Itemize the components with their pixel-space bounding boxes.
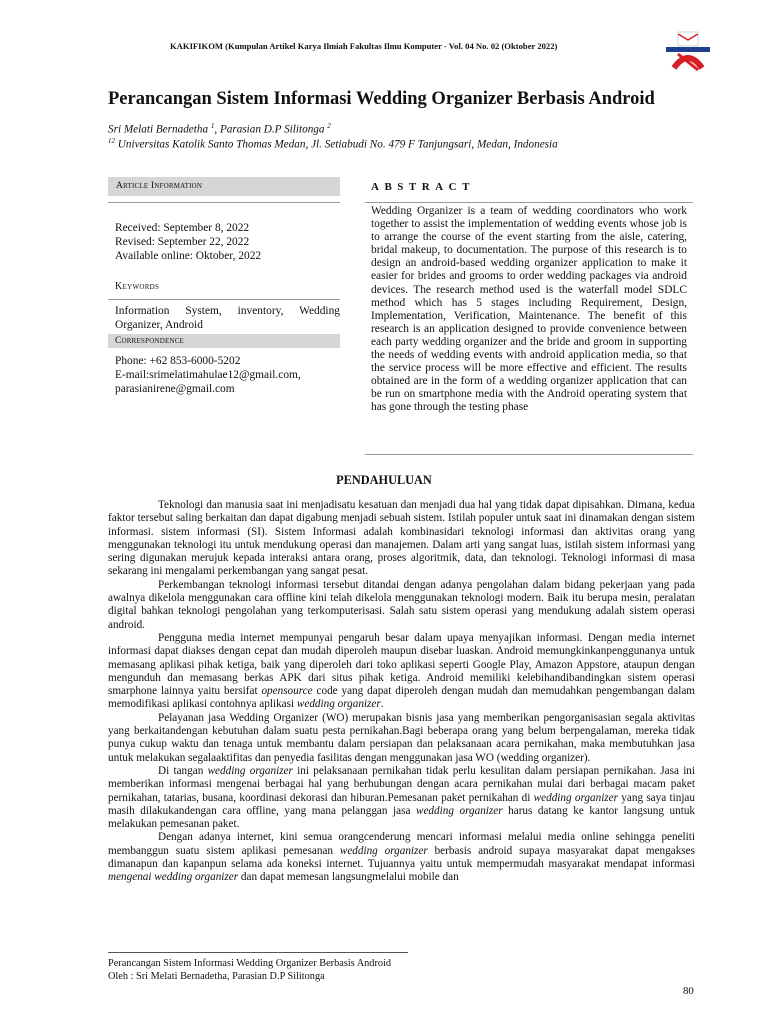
keywords-text: Information System, inventory, Wedding Organizer, Android (115, 305, 340, 331)
p3-italic-a: opensource (261, 685, 313, 698)
article-info-heading: Article Information (108, 177, 340, 196)
footer-rule (108, 952, 408, 953)
p5-part-a: Di tangan (158, 764, 208, 777)
phone: Phone: +62 853-6000-5202 (115, 355, 241, 367)
revised-date: Revised: September 22, 2022 (115, 236, 250, 248)
p6-part-c: berbasis android supaya masyarakat dapat mengakses dimanapun dan kapanpun selama ada koneksi internet. Tujuannya yaitu untuk mempermudah masyarakat mendapat informasi (108, 844, 695, 871)
paragraph-2: Perkembangan teknologi informasi tersebut ditandai dengan adanya pengolahan dalam bidang pekerjaan yang pada awalnya dikelola menggunakan cara offline kini telah dikelola menggunakan teknologi modern. Baik itu berupa mesin, peralatan digital bahkan teknologi pengolahan yang terkomputerisasi. Salah satu sistem operasi yang mendukung adalah sistem operasi android. (108, 578, 695, 631)
p5-part-c: ini pelaksanaan pernikahan tidak perlu kesulitan dalam persiapan pernikahan. Jasa ini memberikan informasi mengenai berbagai hal yang berhubungan dengan acara pernikahan mulai dari berbagai macam paket pernikahan, tatarias, busana, koordinasi dekorasi dan hiburan.Pemesanan paket pernikahan di (108, 764, 695, 804)
author-separator: , Parasian D.P Silitonga (214, 123, 328, 136)
abstract-bottom-rule (365, 454, 693, 455)
article-info-column (108, 177, 340, 396)
received-date: Received: September 8, 2022 (115, 222, 250, 234)
affiliation (108, 137, 558, 151)
author-2-sup: 2 (327, 122, 331, 130)
abstract-top-rule (365, 202, 693, 203)
email-2: parasianirene@gmail.com (115, 383, 235, 395)
p5-italic-a: wedding organizer (207, 764, 293, 777)
available-date: Available online: Oktober, 2022 (115, 250, 262, 262)
paper-title: Perancangan Sistem Informasi Wedding Organizer Berbasis Android (108, 89, 655, 109)
author-1-sup: 1 (210, 122, 215, 130)
abstract-text: Wedding Organizer is a team of wedding coordinators who work together to assist the implementation of wedding events whose job is to arrange the course of the event starting from the aisle, catering, bridal makeup, to documentation. The purpose of this research is to design an android-based wedding organizer application to make it easier for brides and grooms to order wedding packages via android devices. The research method used is the waterfall model SDLC method which has 5 stages including Requirement, Design, Implementation, Verification, Maintenance. The benefit of this research is an application designed to provide convenience between each party wedding organizer and the bride and groom in supporting the needs of wedding events with android application media, so that the service process will be more effective and efficient. The results obtained are in the form of a wedding organizer application that can be run on smartphone media with the Android operating system that has gone through the testing phase (371, 205, 687, 414)
page-number: 80 (683, 985, 694, 997)
body-text (108, 499, 695, 885)
affiliation-text: Universitas Katolik Santo Thomas Medan, Jl. Setiabudi No. 479 F Tanjungsari, Medan, Indonesia (115, 138, 558, 151)
p5-italic-b: wedding organizer (533, 791, 618, 804)
p6-part-e: dan dapat memesan langsungmelalui mobile dan (238, 871, 459, 884)
p6-part-a: Dengan adanya internet, kini semua orangcenderung mencari informasi melalui media online sehingga peneliti membanggun suatu sistem aplikasi pemesanan (108, 831, 695, 857)
paragraph-4: Pelayanan jasa Wedding Organizer (WO) merupakan bisnis jasa yang memberikan pengorganisasian segala aktivitas yang berkaitandengan kebutuhan dalam suatu pesta pernikahan.Bagi beberapa orang yang belum berpengalaman, mereka tidak punya cukup waktu dan tenaga untuk membantu dalam persiapan dan pelaksanaan acara pernikahan, maka membutuhkan jasa untuk melakukan segalaaktifitas dan penyedia fasilitas dengan menggunakan jasa WO (wedding organizer). (108, 711, 695, 764)
p3-italic-b: wedding organizer (296, 698, 381, 711)
authors (108, 122, 331, 136)
paragraph-1: Teknologi dan manusia saat ini menjadisatu kesatuan dan menjadi dua hal yang tidak dapat dipisahkan. Dimana, kedua faktor tersebut saling berkaitan dan dapat digabung menjadi sebuah sistem. Istilah populer untuk saat ini dinamakan dengan sistem informasi. sistem informasi (SI). Sistem Informasi adalah kombinasidari teknologi informasi dan aktivitas orang yang menggunakan teknologi itu untuk mendukung operasi dan manajemen. Dalam arti yang sangat luas, istilah sistem informasi yang sering digunakan merujuk kepada interaksi antara orang, proses algoritmik, data, dan teknologi. Teknologi informasi di masa sekarang ini mengalami perkembangan yang sangat pesat. (108, 499, 695, 578)
p3-part-a: Pengguna media internet mempunyai pengaruh besar dalam upaya menyajikan informasi. Dengan media internet informasi dapat diakses dengan cepat dan mudah diperoleh maupun disebar luaskan. Android memungkinkanpenggunanya untuk memasang aplikasi pihak ketiga, baik yang diperoleh dari toko aplikasi seperti Google Play, Amazon Appstore, ataupun dengan mengunduh dan memasang berkas APK dari situs pihak ketiga. Android memiliki kelebihandibandingkan sistem operasi smarphone lainnya yaitu bersifat (108, 631, 695, 698)
p6-italic-b: mengenai wedding organizer (108, 871, 239, 884)
p5-italic-c: wedding organizer (416, 804, 503, 817)
article-dates (108, 203, 340, 263)
paragraph-3 (108, 632, 695, 712)
footer-title: Perancangan Sistem Informasi Wedding Organizer Berbasis Android (108, 958, 392, 969)
paragraph-5 (108, 765, 695, 831)
abstract-heading: ABSTRACT (371, 181, 475, 193)
faculty-logo (664, 30, 712, 72)
section-heading: PENDAHULUAN (336, 473, 432, 487)
p5-part-g: harus datang ke kantor langsung untuk melakukan pemesanan paket. (108, 804, 696, 831)
p3-part-e: . (380, 698, 384, 711)
keywords-heading: Keywords (115, 281, 160, 292)
email-1: E-mail:srimelatimahulae12@gmail.com, (115, 369, 301, 381)
correspondence-heading: Correspondence (108, 334, 340, 348)
footer-authors: Oleh : Sri Melati Bernadetha, Parasian D.P Silitonga (108, 971, 325, 982)
p3-part-c: code yang dapat diperoleh dengan mudah dan memudahkan pengembangan dalam memodifikasi aplikasi contohnya aplikasi (108, 685, 695, 711)
p5-part-e: yang saya tinjau masih dilakukandengan cara offline, yang mana pelanggan jasa (108, 791, 695, 817)
author-1: Sri Melati Bernadetha (108, 123, 211, 136)
p6-italic-a: wedding organizer (339, 844, 428, 857)
paragraph-6 (108, 831, 695, 884)
correspondence-text (108, 348, 340, 396)
journal-header: KAKIFIKOM (Kumpulan Artikel Karya Ilmiah Fakultas Ilmu Komputer - Vol. 04 No. 02 (Oktober 2022) (170, 41, 558, 51)
affiliation-sup: 12 (108, 137, 115, 145)
